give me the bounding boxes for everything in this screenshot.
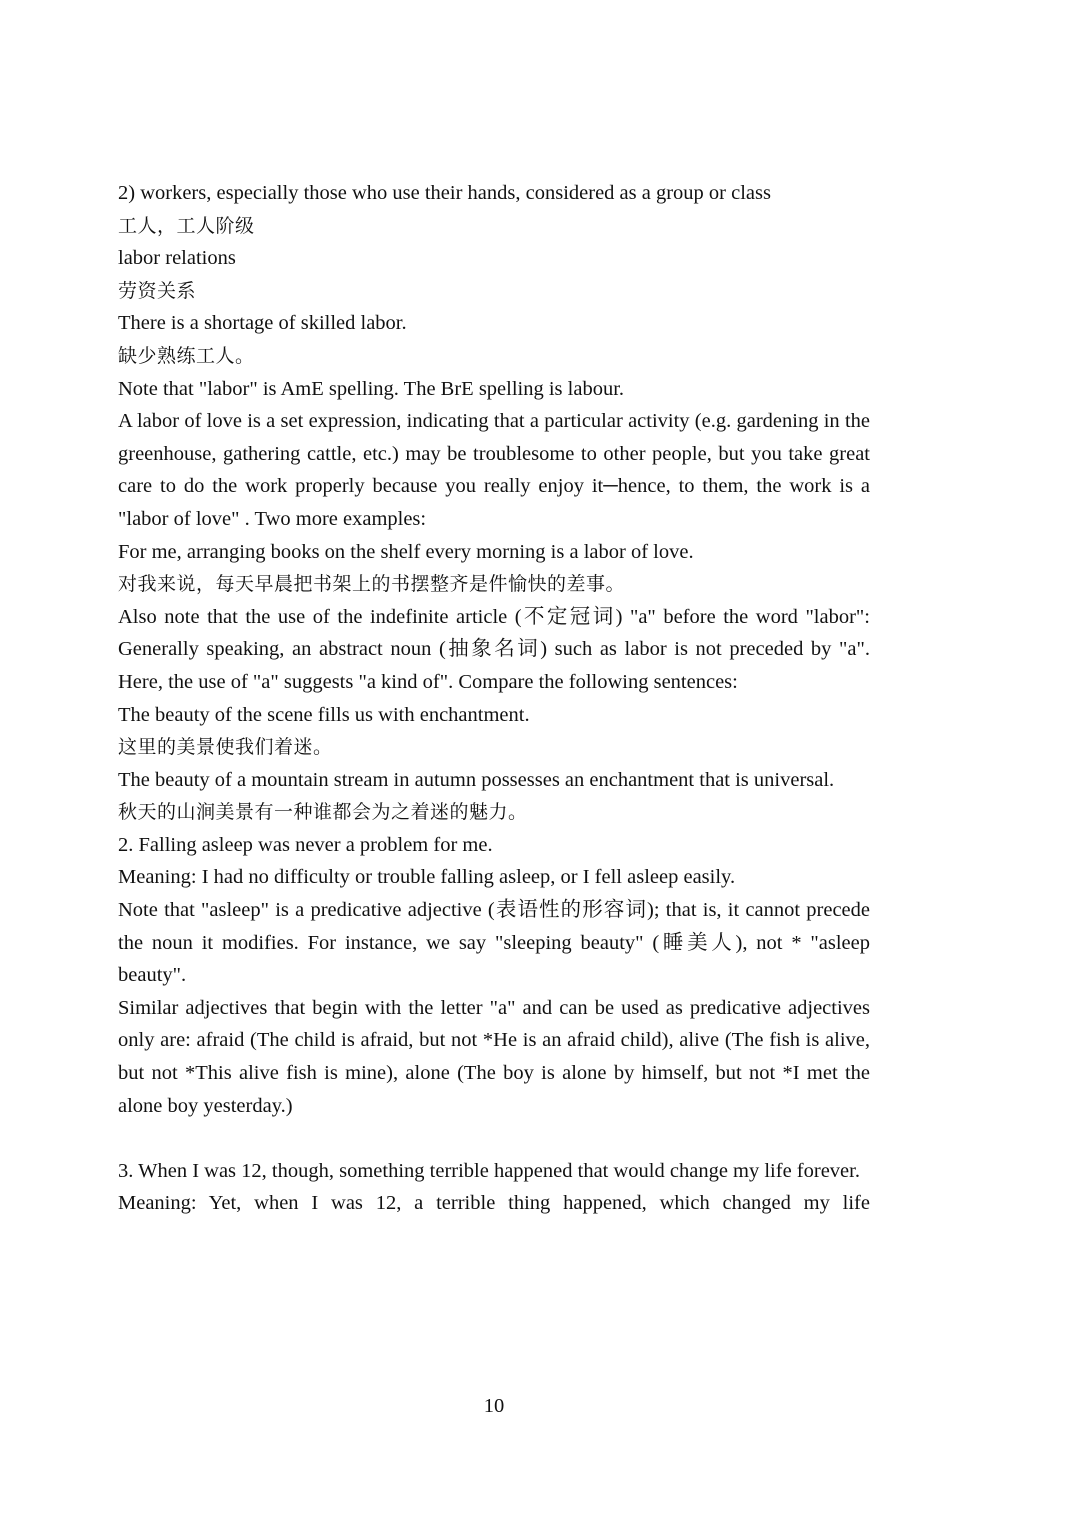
- example-sentence: The beauty of a mountain stream in autumn possesses an enchantment that is universal.: [118, 768, 835, 791]
- chinese-translation: 缺少熟练工人。: [118, 344, 255, 367]
- definition-line: 2) workers, especially those who use their hands, considered as a group or class: [118, 182, 771, 204]
- quoted-sentence: 3. When I was 12, though, something terrible happened that would change my life forever.: [118, 1159, 860, 1182]
- similar-adjectives-note: Similar adjectives that begin with the letter "a" and can be used as predicative adjectives only are: afraid (The child is afraid, but not *He is an afraid child), alive (The fish is alive, but not *This alive fish is mine), alone (The boy is alone by himself, but not *I met the alone boy yesterday.): [118, 996, 870, 1117]
- meaning-line: Meaning: I had no difficulty or trouble falling asleep, or I fell asleep easily.: [118, 866, 736, 889]
- document-body: [118, 177, 870, 1220]
- spelling-note: Note that "labor" is AmE spelling. The BrE spelling is labour.: [118, 377, 625, 400]
- page-number: 10: [483, 1395, 505, 1417]
- predicative-adjective-note: Note that "asleep" is a predicative adjective (表语性的形容词); that is, it cannot precede the noun it modifies. For instance, we say "sleeping beauty" (睡美人), not * "asleep beauty".: [118, 899, 870, 987]
- chinese-translation: 劳资关系: [118, 279, 197, 302]
- indefinite-article-note: Also note that the use of the indefinite article (不定冠词) "a" before the word "labor": Generally speaking, an abstract noun (抽象名词) such as labor is not preceded by "a". Here, the use of "a" suggests "a kind of". Compare the following sentences:: [118, 605, 870, 693]
- example-phrase: labor relations: [118, 247, 236, 270]
- labor-of-love-note: A labor of love is a set expression, indicating that a particular activity (e.g. gardening in the greenhouse, gathering cattle, etc.) may be troublesome to other people, but you take great care to do the work properly because you really enjoy it─hence, to them, the work is a "labor of love" . Two more examples:: [118, 410, 870, 530]
- chinese-translation: 这里的美景使我们着迷。: [118, 736, 333, 759]
- example-sentence: There is a shortage of skilled labor.: [118, 312, 407, 335]
- blank-line: [118, 1122, 870, 1155]
- quoted-sentence: 2. Falling asleep was never a problem for me.: [118, 833, 493, 856]
- chinese-translation: 秋天的山涧美景有一种谁都会为之着迷的魅力。: [118, 801, 528, 824]
- chinese-translation: 对我来说，每天早晨把书架上的书摆整齐是件愉快的差事。: [118, 573, 626, 596]
- example-sentence: The beauty of the scene fills us with enchantment.: [118, 703, 530, 726]
- meaning-line: Meaning: Yet, when I was 12, a terrible thing happened, which changed my life: [118, 1192, 870, 1215]
- example-sentence: For me, arranging books on the shelf every morning is a labor of love.: [118, 540, 694, 563]
- chinese-translation: 工人，工人阶级: [118, 214, 255, 237]
